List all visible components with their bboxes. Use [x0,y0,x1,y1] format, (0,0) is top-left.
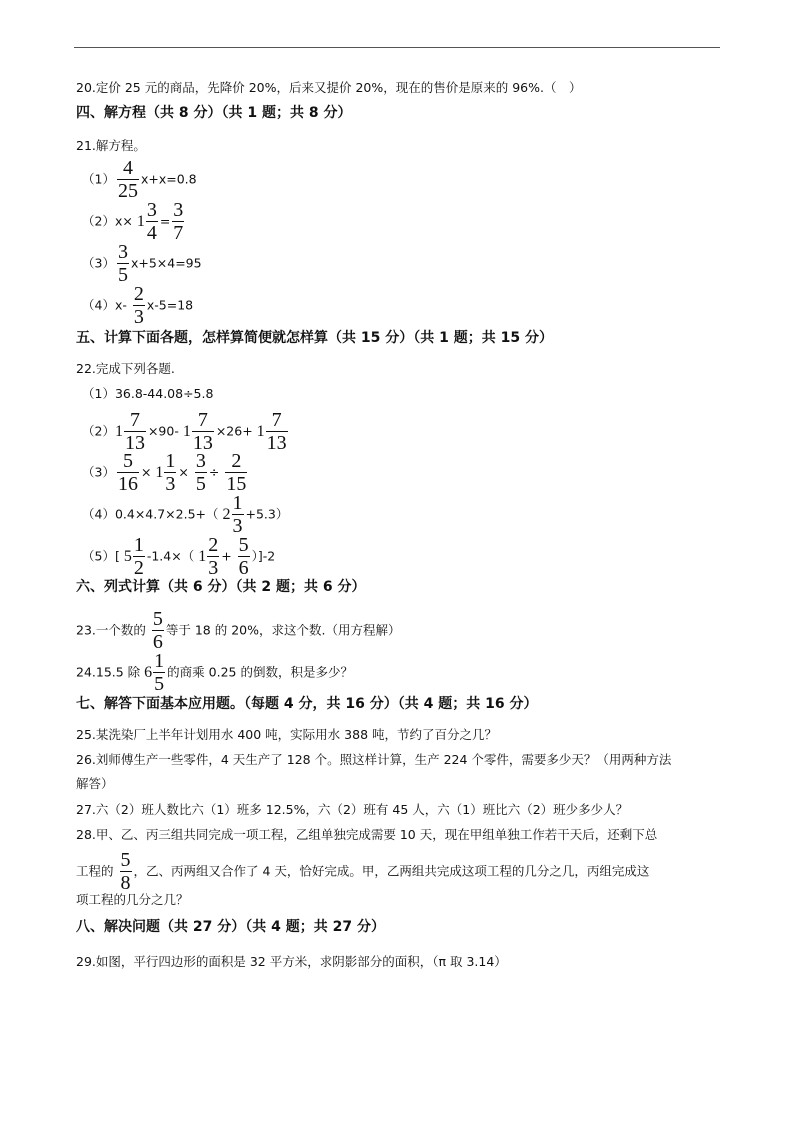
fraction: $\frac{5}{8}$ [120,849,131,895]
expression-text: x+x=0.8 [140,171,197,187]
question-21-part-4 [82,284,193,327]
question-22-part-2 [82,410,290,453]
equals-sign: = [159,213,171,229]
part-label: （4）0.4×4.7×2.5+（ [82,506,219,522]
part-label: （3） [82,464,115,480]
fraction: $\frac{2}{15}$ [226,450,247,496]
question-26-line-2: 解答） [76,776,114,791]
expression-text: +5.3） [245,506,289,522]
question-25: 25.某洗染厂上半年计划用水 400 吨，实际用水 388 吨，节约了百分之几？ [76,727,497,742]
question-22-part-1: （1）36.8-44.08÷5.8 [82,386,214,401]
expression-text: x+5×4=95 [130,255,202,271]
part-label: （1） [82,171,115,187]
mixed-number: 2 $\frac{1}{3}$ [222,492,243,538]
fraction: $\frac{5}{6}$ [152,608,163,654]
question-22-part-5 [82,535,275,578]
section-5-heading: 五、计算下面各题，怎样算简便就怎样算（共 15 分）（共 1 题；共 15 分） [76,330,553,346]
mixed-number: 5 $\frac{1}{2}$ [123,534,144,580]
question-21-part-3 [82,242,202,285]
mixed-number: 1 $\frac{7}{13}$ [114,409,145,455]
fraction: $\frac{2}{3}$ [133,283,144,329]
mixed-number: 6 $\frac{1}{5}$ [144,650,165,696]
fraction: $\frac{5}{16}$ [117,450,138,496]
part-label: （2）x× [82,213,133,229]
question-text: 的商乘 0.25 的倒数，积是多少？ [167,664,353,680]
expression-text: × [178,464,189,480]
question-text: ，乙、丙两组又合作了 4 天，恰好完成。甲，乙两组共完成这项工程的几分之几，丙组完成这 [133,863,650,879]
fraction: $\frac{3}{5}$ [195,450,206,496]
section-7-heading: 七、解答下面基本应用题。（每题 4 分，共 16 分）（共 4 题；共 16 分） [76,696,538,712]
header-rule [74,47,720,48]
question-27: 27.六（2）班人数比六（1）班多 12.5%，六（2）班有 45 人，六（1）班比六（2）班少多少人？ [76,802,629,817]
question-22-part-3 [82,451,249,494]
question-20: 20.定价 25 元的商品，先降价 20%，后来又提价 20%，现在的售价是原来的 96%.（ ） [76,80,582,95]
fraction: $\frac{3}{5}$ [117,241,128,287]
question-text: 24.15.5 除 [76,664,141,680]
mixed-number: 1 $\frac{3}{4}$ [136,199,157,245]
question-28-line-2 [76,850,649,893]
mixed-number: 1 $\frac{7}{13}$ [182,409,213,455]
question-28-line-3: 项工程的几分之几？ [76,892,189,907]
section-6-heading: 六、列式计算（共 6 分）（共 2 题；共 6 分） [76,579,366,595]
fraction: $\frac{4}{25}$ [117,157,138,203]
question-22-part-4 [82,493,288,536]
question-26-line-1: 26.刘师傅生产一些零件，4 天生产了 128 个。照这样计算，生产 224 个零件，需要多少天？（用两种方法 [76,752,672,767]
expression-text: ×90- [147,423,179,439]
question-21-part-2 [82,200,186,243]
expression-text: + [221,548,232,564]
question-23 [76,609,400,652]
question-24 [76,651,353,694]
part-label: （5）[ [82,548,120,564]
mixed-number: 1 $\frac{1}{3}$ [155,450,176,496]
mixed-number: 1 $\frac{2}{3}$ [198,534,219,580]
fraction: $\frac{3}{7}$ [173,199,184,245]
part-label: （4）x- [82,297,127,313]
section-8-heading: 八、解决问题（共 27 分）（共 4 题；共 27 分） [76,919,385,935]
question-29: 29.如图，平行四边形的面积是 32 平方米，求阴影部分的面积，（π 取 3.14） [76,954,507,969]
question-text: 23.一个数的 [76,622,146,638]
section-4-heading: 四、解方程（共 8 分）（共 1 题；共 8 分） [76,105,352,121]
mixed-number: 1 $\frac{7}{13}$ [256,409,287,455]
expression-text: ÷ [208,464,220,480]
question-text: 等于 18 的 20%，求这个数.（用方程解） [165,622,401,638]
expression-text: ）]-2 [251,548,276,564]
expression-text: -1.4×（ [146,548,195,564]
part-label: （2） [82,423,115,439]
expression-text: x-5=18 [146,297,194,313]
part-label: （3） [82,255,115,271]
expression-text: × [140,464,152,480]
question-21-part-1 [82,158,197,201]
question-text: 工程的 [76,863,114,879]
question-21-stem: 21.解方程。 [76,138,146,153]
question-28-line-1: 28.甲、乙、丙三组共同完成一项工程，乙组单独完成需要 10 天，现在甲组单独工作若干天后，还剩下总 [76,827,658,842]
fraction: $\frac{5}{6}$ [238,534,249,580]
question-22-stem: 22.完成下列各题. [76,361,175,376]
expression-text: ×26+ [215,423,253,439]
